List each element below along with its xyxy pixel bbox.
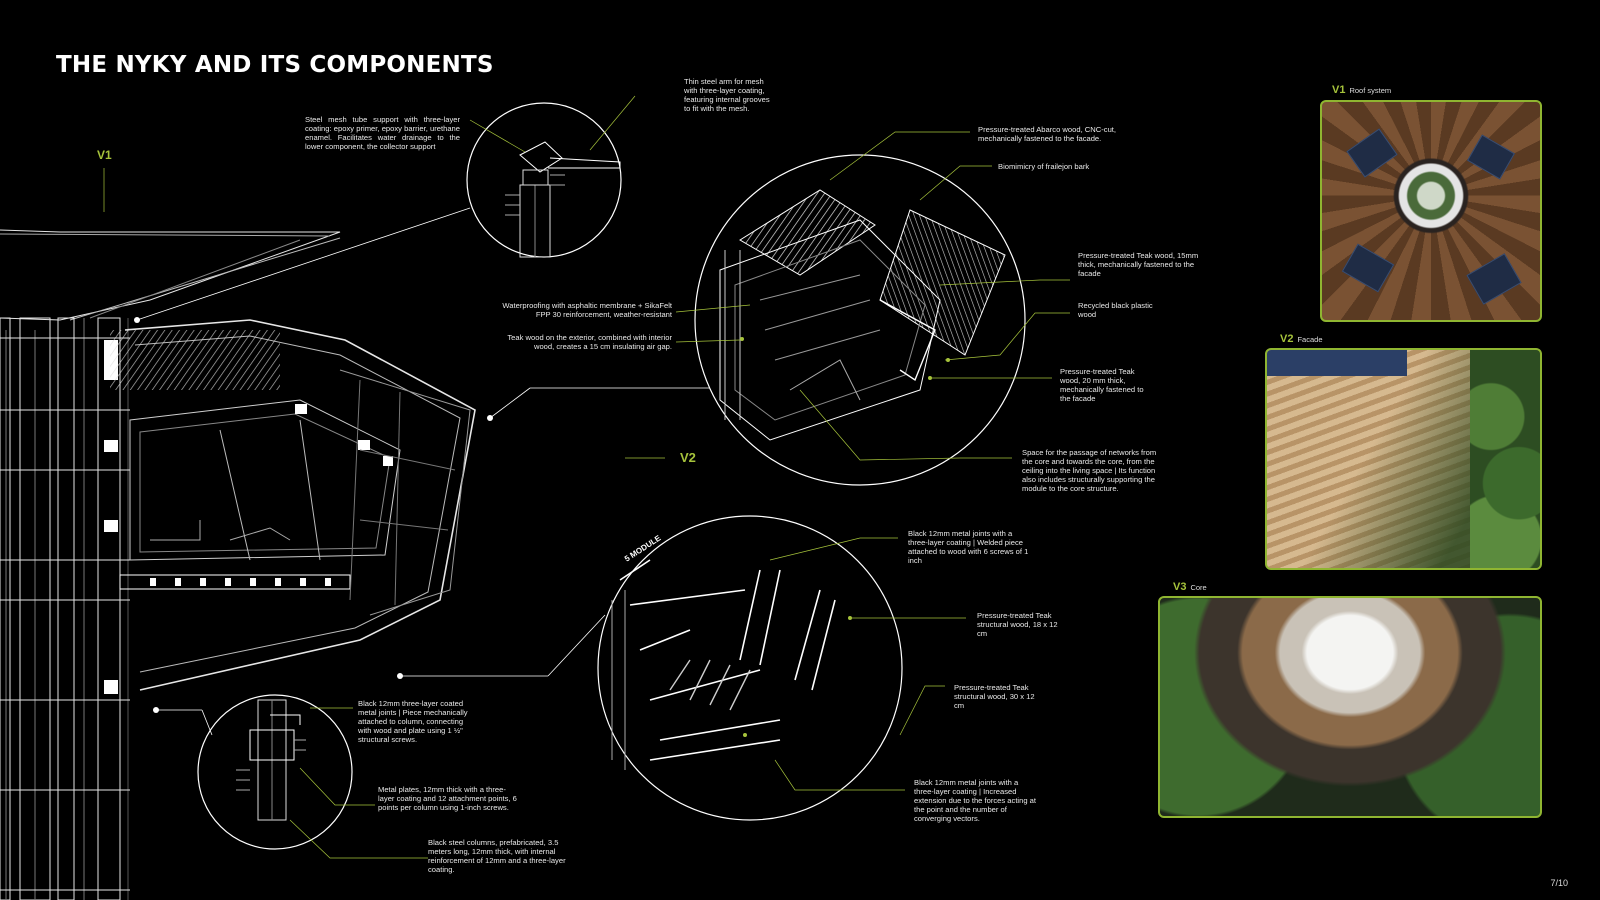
page-title: THE NYKY AND ITS COMPONENTS	[56, 52, 494, 78]
note-steel-arm: Thin steel arm for mesh with three-layer coating, featuring internal grooves to fit with the mesh.	[684, 77, 770, 113]
tag-v1: V1	[97, 148, 112, 162]
detail-module-frame	[612, 560, 835, 770]
render-roof-system	[1320, 100, 1542, 322]
photo-tag-facade: V2	[1280, 333, 1294, 345]
note-metal-joints-ext: Black 12mm metal joints with a three-layer coating | Increased extension due to the forces acting at the point and the number of converging vectors.	[914, 778, 1037, 823]
leader-lines	[137, 208, 710, 735]
note-steel-columns: Black steel columns, prefabricated, 3.5 meters long, 12mm thick, with internal reinforcement of 12mm and a three-layer coating.	[428, 838, 566, 874]
photo-tag-roof: V1	[1332, 84, 1346, 96]
note-teak-30x12: Pressure-treated Teak structural wood, 30 x 12 cm	[954, 683, 1035, 710]
render-core	[1158, 596, 1542, 818]
note-abarco: Pressure-treated Abarco wood, CNC-cut, mechanically fastened to the facade.	[978, 125, 1117, 143]
photo-label-roof	[1332, 84, 1391, 96]
photo-caption-core: Core	[1190, 583, 1207, 592]
note-biomimicry: Biomimicry of frailejon bark	[998, 162, 1090, 171]
page-number: 7/10	[1550, 878, 1568, 888]
note-teak-18x12: Pressure-treated Teak structural wood, 18 x 12 cm	[977, 611, 1058, 638]
note-waterproofing: Waterproofing with asphaltic membrane + SikaFelt FPP 30 reinforcement, weather-resistant	[502, 301, 672, 319]
note-teak-20: Pressure-treated Teak wood, 20 mm thick, mechanically fastened to the facade	[1060, 367, 1144, 403]
photo-label-facade	[1280, 333, 1323, 345]
note-coated-joints: Black 12mm three-layer coated metal joints | Piece mechanically attached to column, connecting with wood and plate using 1 ½" structural screws.	[358, 699, 468, 744]
render-facade	[1265, 348, 1542, 570]
annotation-leaders	[104, 96, 1070, 858]
detail-column-joint	[236, 700, 306, 820]
note-steel-mesh: Steel mesh tube support with three-layer coating: epoxy primer, epoxy barrier, urethane enamel. Facilitates water drainage to the lower component, the collector support	[305, 115, 460, 151]
note-metal-plates: Metal plates, 12mm thick with a three-layer coating and 12 attachment points, 6 points per column using 1-inch screws.	[378, 785, 517, 812]
detail-steel-arm	[505, 142, 620, 257]
photo-label-core	[1173, 581, 1207, 593]
tag-module: 5 MODULE	[622, 533, 663, 564]
detail-facade-assembly	[720, 190, 1005, 440]
note-metal-joints-6: Black 12mm metal joints with a three-layer coating | Welded piece attached to wood with 6 screws of 1 inch	[908, 529, 1029, 565]
photo-caption-facade: Facade	[1297, 335, 1323, 344]
note-networks: Space for the passage of networks from the core and towards the core, from the ceiling into the living space | Its function also includes structurally supporting the module to the core structure.	[1022, 448, 1157, 493]
note-recycled-plastic: Recycled black plastic wood	[1078, 301, 1153, 319]
note-teak-15: Pressure-treated Teak wood, 15mm thick, mechanically fastened to the facade	[1078, 251, 1199, 278]
photo-caption-roof: Roof system	[1349, 86, 1392, 95]
note-teak-gap: Teak wood on the exterior, combined with interior wood, creates a 15 cm insulating air gap.	[507, 333, 672, 351]
photo-tag-core: V3	[1173, 581, 1187, 593]
tag-v2: V2	[680, 450, 696, 465]
